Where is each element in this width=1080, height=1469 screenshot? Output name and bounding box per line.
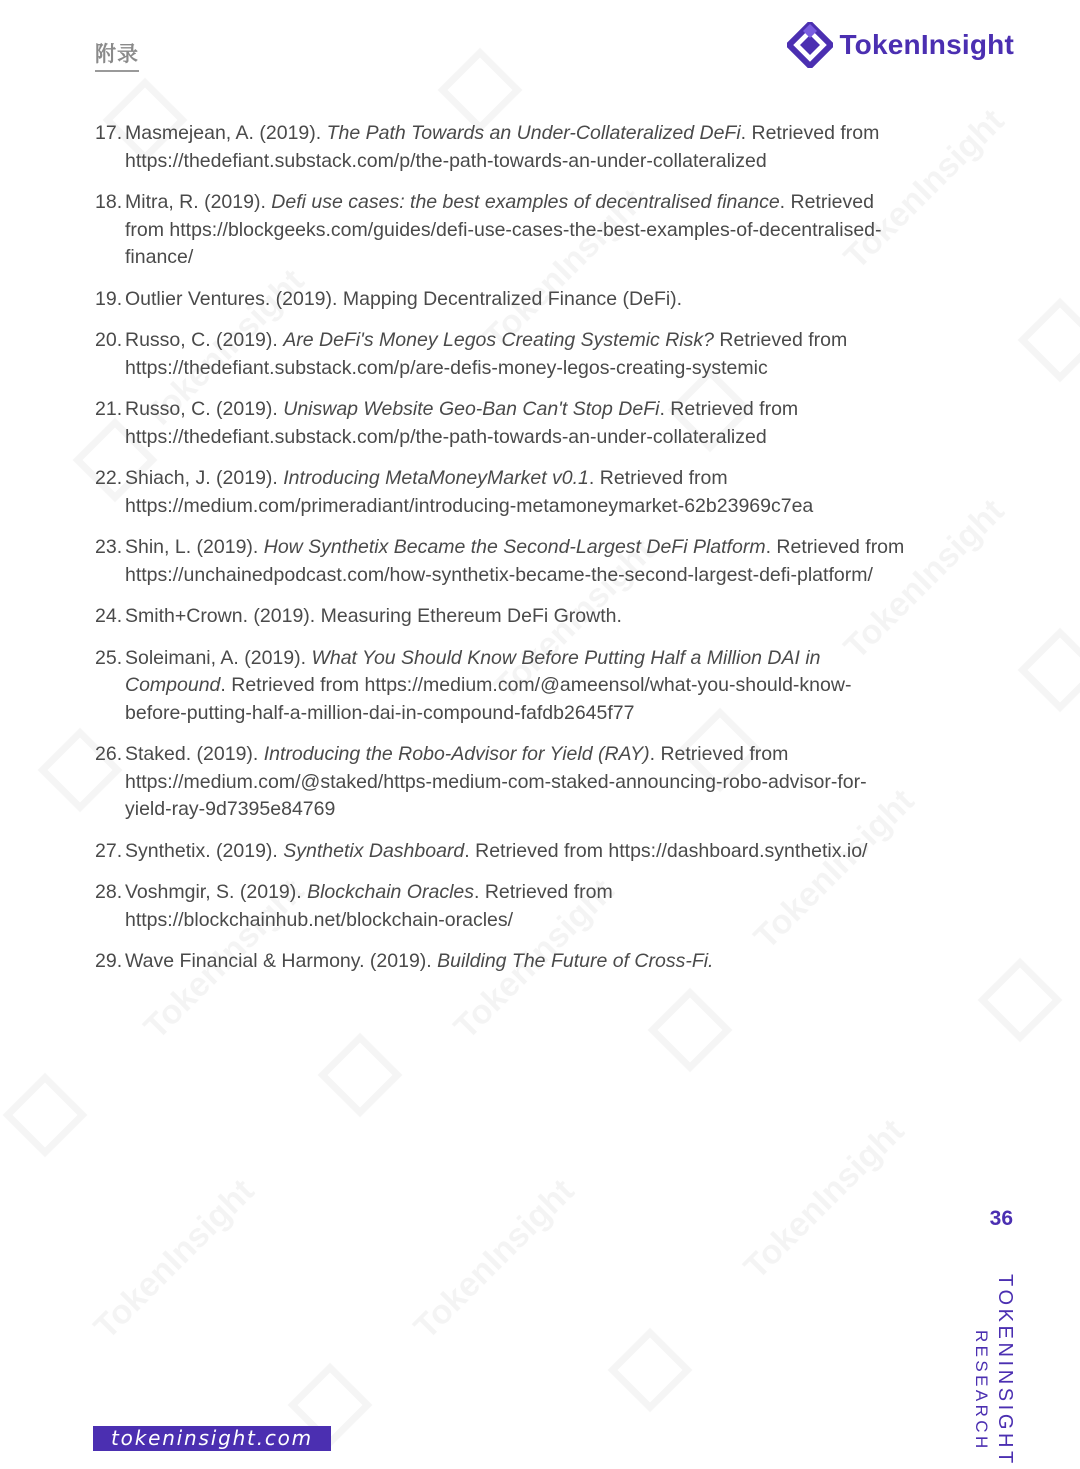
watermark-logo-icon (648, 988, 733, 1073)
reference-number: 23. (95, 536, 123, 558)
reference-author-year: Voshmgir, S. (2019). (125, 881, 308, 903)
reference-title: Are DeFi's Money Legos Creating Systemic Risk? (283, 329, 714, 351)
reference-item (95, 189, 905, 272)
reference-source: . Retrieved from https://blockchainhub.net/blockchain-oracles/ (125, 881, 613, 931)
reference-item (95, 327, 905, 382)
reference-source: . Retrieved from https://thedefiant.substack.com/p/the-path-towards-an-under-collateralized (125, 122, 880, 172)
watermark-logo-icon (978, 958, 1063, 1043)
reference-number: 25. (95, 646, 123, 669)
reference-number: 21. (95, 398, 123, 420)
reference-text (125, 838, 905, 866)
reference-author-year: Mitra, R. (2019). (125, 191, 272, 213)
reference-title: Blockchain Oracles (307, 881, 474, 903)
reference-number: 22. (95, 467, 123, 489)
reference-item (95, 465, 905, 520)
reference-author-year: Outlier Ventures. (2019). Mapping Decentralized Finance (DeFi). (125, 287, 683, 310)
watermark-logo-icon (318, 1033, 403, 1118)
reference-title: Defi use cases: the best examples of decentralised finance (271, 191, 780, 213)
reference-author-year: Soleimani, A. (2019). (125, 646, 312, 669)
reference-number: 17. (95, 122, 123, 144)
reference-text (125, 879, 905, 934)
watermark-text (737, 1112, 912, 1287)
reference-title: Synthetix Dashboard (283, 839, 465, 862)
reference-title: How Synthetix Became the Second-Largest DeFi Platform (263, 536, 766, 558)
reference-number: 28. (95, 881, 123, 903)
reference-text (125, 534, 905, 589)
reference-title: Introducing MetaMoneyMarket v0.1 (283, 467, 589, 489)
reference-source: Retrieved from https://thedefiant.substack.com/p/are-defis-money-legos-creating-systemic (125, 329, 848, 379)
watermark-logo-icon (3, 1073, 88, 1158)
reference-title: The Path Towards an Under-Collateralized DeFi (326, 122, 741, 144)
reference-text (125, 120, 905, 175)
reference-source: . Retrieved from https://medium.com/@ameensol/what-you-should-know-before-putting-half-a-million-dai-in-compound-fafdb2645f77 (125, 674, 852, 724)
reference-text (125, 189, 905, 272)
watermark-logo-icon (608, 1328, 693, 1413)
reference-item (95, 286, 905, 314)
reference-author-year: Synthetix. (2019). (125, 839, 284, 862)
reference-item (95, 120, 905, 175)
reference-title: Uniswap Website Geo-Ban Can't Stop DeFi (283, 398, 660, 420)
reference-text (125, 741, 905, 824)
reference-source: . Retrieved from https://medium.com/@staked/https-medium-com-staked-announcing-robo-advisor-for-yield-ray-9d7395e84769 (125, 743, 867, 820)
reference-author-year: Staked. (2019). (125, 743, 264, 765)
reference-item (95, 396, 905, 451)
page-number: 36 (989, 1207, 1013, 1230)
reference-author-year: Russo, C. (2019). (125, 398, 284, 420)
brand-vertical-text: TOKENINSIGHT (994, 1274, 1016, 1467)
reference-text (125, 603, 905, 631)
reference-item (95, 645, 905, 728)
reference-author-year: Shiach, J. (2019). (125, 467, 284, 489)
reference-list (95, 120, 905, 990)
reference-text (125, 465, 905, 520)
watermark-text (87, 1172, 262, 1347)
brand-logo (787, 22, 1014, 68)
vertical-brand (966, 1274, 1016, 1467)
reference-item (95, 948, 905, 976)
reference-text (125, 396, 905, 451)
reference-source: . Retrieved from https://blockgeeks.com/guides/defi-use-cases-the-best-examples-of-decentralised-finance/ (125, 191, 882, 268)
reference-item (95, 741, 905, 824)
tokeninsight-diamond-icon (787, 22, 833, 68)
reference-item (95, 603, 905, 631)
reference-text (125, 948, 905, 976)
reference-number: 29. (95, 950, 123, 972)
reference-author-year: Wave Financial & Harmony. (2019). (125, 950, 438, 972)
section-label: 附录 (95, 38, 139, 72)
reference-author-year: Masmejean, A. (2019). (125, 122, 327, 144)
reference-text (125, 645, 905, 728)
logo-text: TokenInsight (839, 29, 1014, 60)
reference-author-year: Russo, C. (2019). (125, 329, 284, 351)
watermark-logo-icon (1018, 298, 1080, 383)
reference-number: 19. (95, 287, 123, 310)
reference-text (125, 327, 905, 382)
website-url[interactable]: tokeninsight.com (93, 1426, 331, 1451)
reference-item (95, 879, 905, 934)
reference-source: . Retrieved from https://unchainedpodcast.com/how-synthetix-became-the-second-largest-defi-platform/ (125, 536, 905, 586)
reference-source: . Retrieved from https://dashboard.synthetix.io/ (464, 839, 868, 862)
reference-item (95, 534, 905, 589)
reference-title: Building The Future of Cross-Fi. (437, 950, 714, 972)
reference-author-year: Shin, L. (2019). (125, 536, 264, 558)
brand-sub-text: RESEARCH (972, 1330, 991, 1452)
reference-source: . Retrieved from https://thedefiant.substack.com/p/the-path-towards-an-under-collateralized (125, 398, 799, 448)
reference-item (95, 838, 905, 866)
reference-text (125, 286, 905, 314)
reference-number: 18. (95, 191, 123, 213)
watermark-text (407, 1172, 582, 1347)
reference-title: What You Should Know Before Putting Half a Million DAI in Compound (125, 646, 821, 696)
reference-number: 26. (95, 743, 123, 765)
reference-number: 27. (95, 839, 123, 862)
reference-source: . Retrieved from https://medium.com/primeradiant/introducing-metamoneymarket-62b23969c7ea (125, 467, 814, 517)
reference-number: 20. (95, 329, 123, 351)
reference-number: 24. (95, 605, 123, 627)
reference-title: Introducing the Robo-Advisor for Yield (RAY) (263, 743, 650, 765)
watermark-logo-icon (1018, 628, 1080, 713)
reference-author-year: Smith+Crown. (2019). Measuring Ethereum DeFi Growth. (125, 605, 622, 627)
